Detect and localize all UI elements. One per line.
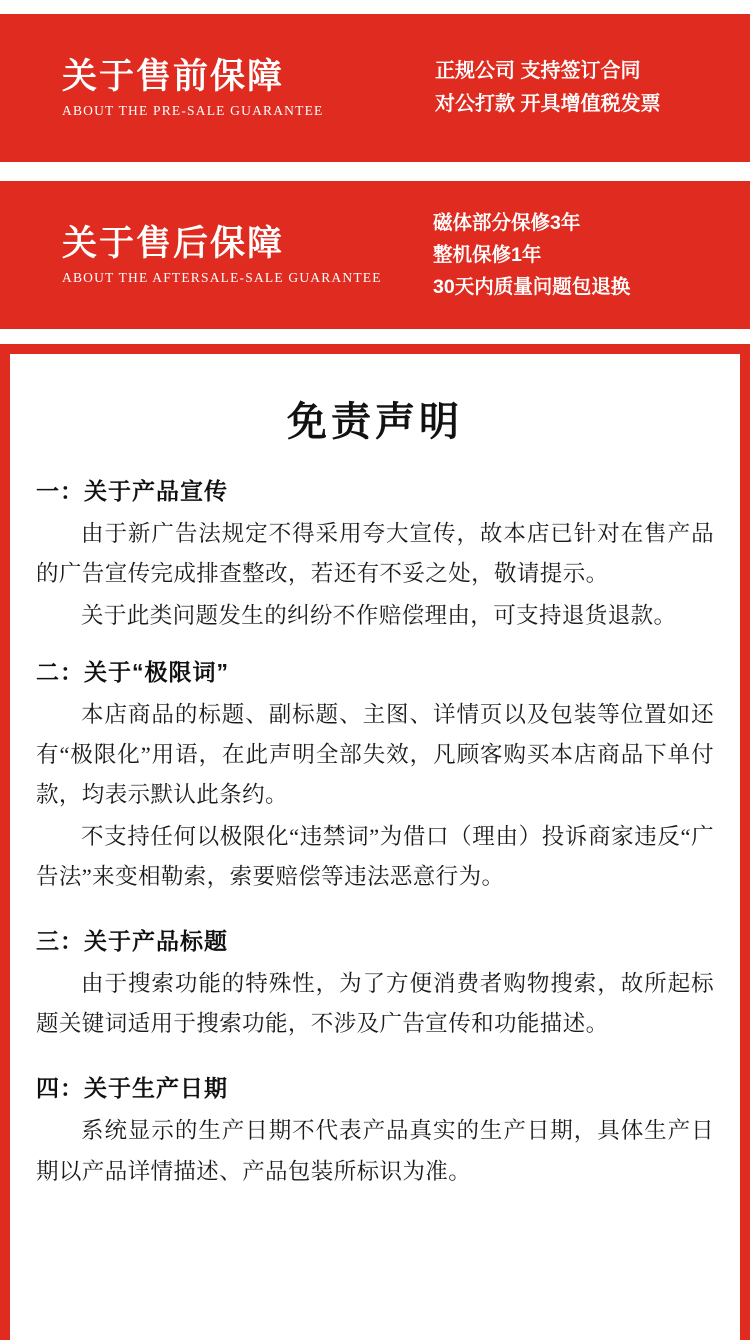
disclaimer-section-superlative-words <box>36 654 714 897</box>
aftersale-banner-subtitle: ABOUT THE AFTERSALE-SALE GUARANTEE <box>62 269 382 285</box>
presale-banner-title: 关于售前保障 <box>62 57 285 97</box>
disclaimer-title: 免责声明 <box>287 400 463 444</box>
disclaimer-section-product-promotion <box>36 473 714 636</box>
presale-guarantee-banner <box>0 14 750 162</box>
presale-banner-subtitle: ABOUT THE PRE-SALE GUARANTEE <box>62 102 324 118</box>
aftersale-guarantee-banner <box>0 181 750 329</box>
section-3-paragraph-1: 由于搜索功能的特殊性，为了方便消费者购物搜索，故所起标题关键词适用于搜索功能，不涉及广告宣传和功能描述。 <box>36 971 714 1037</box>
presale-banner-heading-group <box>0 57 400 118</box>
aftersale-banner-title: 关于售后保障 <box>62 224 285 264</box>
presale-banner-point-2: 对公打款 开具增值税发票 <box>435 93 661 115</box>
presale-banner-point-1: 正规公司 支持签订合同 <box>435 60 641 82</box>
aftersale-banner-point-1: 磁体部分保修3年 <box>433 211 581 234</box>
disclaimer-panel <box>0 344 750 1340</box>
aftersale-banner-point-3: 30天内质量问题包退换 <box>433 276 631 299</box>
aftersale-banner-points <box>400 207 750 304</box>
section-heading-2: 二：关于“极限词” <box>36 659 229 686</box>
section-1-paragraph-2: 关于此类问题发生的纠纷不作赔偿理由，可支持退货退款。 <box>81 603 677 629</box>
disclaimer-content <box>10 354 740 1340</box>
section-heading-1: 一：关于产品宣传 <box>36 478 228 504</box>
disclaimer-section-product-title <box>36 923 714 1044</box>
aftersale-banner-heading-group <box>0 224 400 285</box>
presale-banner-points <box>400 55 750 121</box>
section-heading-3: 三：关于产品标题 <box>36 928 228 955</box>
aftersale-banner-point-2: 整机保修1年 <box>433 243 542 266</box>
section-1-paragraph-1: 由于新广告法规定不得采用夸大宣传，故本店已针对在售产品的广告宣传完成排查整改，若还有不妥之处，敬请提示。 <box>36 521 714 587</box>
section-2-paragraph-2: 不支持任何以极限化“违禁词”为借口（理由）投诉商家违反“广告法”来变相勒索，索要赔偿等违法恶意行为。 <box>36 824 714 890</box>
section-heading-4: 四：关于生产日期 <box>36 1075 228 1102</box>
section-2-paragraph-1: 本店商品的标题、副标题、主图、详情页以及包装等位置如还有“极限化”用语，在此声明全部失效，凡顾客购买本店商品下单付款，均表示默认此条约。 <box>36 702 714 808</box>
section-4-paragraph-1: 系统显示的生产日期不代表产品真实的生产日期，具体生产日期以产品详情描述、产品包装所标识为准。 <box>36 1118 714 1184</box>
disclaimer-section-production-date <box>36 1070 714 1191</box>
